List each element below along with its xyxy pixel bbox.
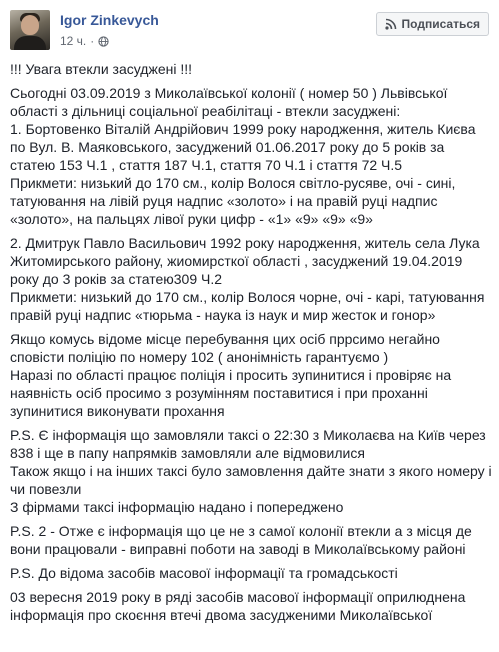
post-paragraph: Сьогодні 03.09.2019 з Миколаївської колонії ( номер 50 ) Львівської області з дільниці соціальної реабілітаці - втекли засуджені: 1. Бортовенко Віталій Андрійович 1999 року народження, житель Києва по Вул. В. Маяковського, засуджений 01.06.2017 року до 5 років за статею 153 Ч.1 , стаття 187 Ч.1, стаття 70 Ч.1 і стаття 72 Ч.5 Прикмети: низький до 170 см., колір Волося світло-русяве, очі - сині, татуювання на лівій руця надпис «золото» і на правій руці надпис «золото», на пальцях лівої руки цифр - «1» «9» «9» «9» (10, 85, 476, 227)
subscribe-label: Подписаться (401, 17, 480, 31)
post-paragraph: P.S. 2 - Отже є інформація що це не з самої колонії втекли а з місця де вони працювали - виправні поботи на заводі в Миколаївському районі (10, 523, 472, 557)
post-header (10, 10, 489, 54)
post-body (10, 60, 492, 630)
post-paragraph: 03 вересня 2019 року в ряді засобів масової інформації оприлюднена інформація про скоєння втечі двома засудженими Миколаївської (10, 589, 466, 623)
post-paragraph: 2. Дмитрук Павло Васильович 1992 року народження, житель села Лука Житомирського району, жиомирсткої області , засуджений 19.04.2019 року до 3 років за статею309 Ч.2 Прикмети: низький до 170 см., колір Волося чорне, очі - карі, татуювання правій руці надпис «тюрьма - наука із наук и мир жесток и гонор» (10, 235, 485, 323)
rss-icon (385, 18, 397, 30)
post-time[interactable]: 12 ч. (60, 34, 87, 48)
post-paragraph: !!! Увага втекли засуджені !!! (10, 61, 192, 77)
post-paragraph: P.S. До відома засобів масової інформації та громадськості (10, 565, 398, 581)
avatar[interactable] (10, 10, 50, 50)
post-paragraph: Якщо комусь відоме місце перебування цих осіб пррсимо негайно сповісти поліцію по номеру 102 ( анонімність гарантуємо ) Наразі по області працює поліція і просить зупинитися і провіряє на наявність осіб просимо з розумінням поставитися і при проханні зупинитися виконувати прохання (10, 331, 452, 419)
post-meta (60, 34, 109, 48)
separator: · (90, 34, 95, 48)
globe-icon (98, 36, 109, 47)
post-paragraph: P.S. Є інформація що замовляли таксі о 22:30 з Миколаєва на Київ через 838 і ще в папу напрямків замовляли але відмовилися Також якщо і на інших таксі було замовлення дайте знати з якого номеру і чи повезли З фірмами таксі інформацію надано і попереджено (10, 427, 492, 515)
author-name[interactable]: Igor Zinkevych (60, 12, 159, 28)
subscribe-button[interactable] (376, 12, 489, 36)
